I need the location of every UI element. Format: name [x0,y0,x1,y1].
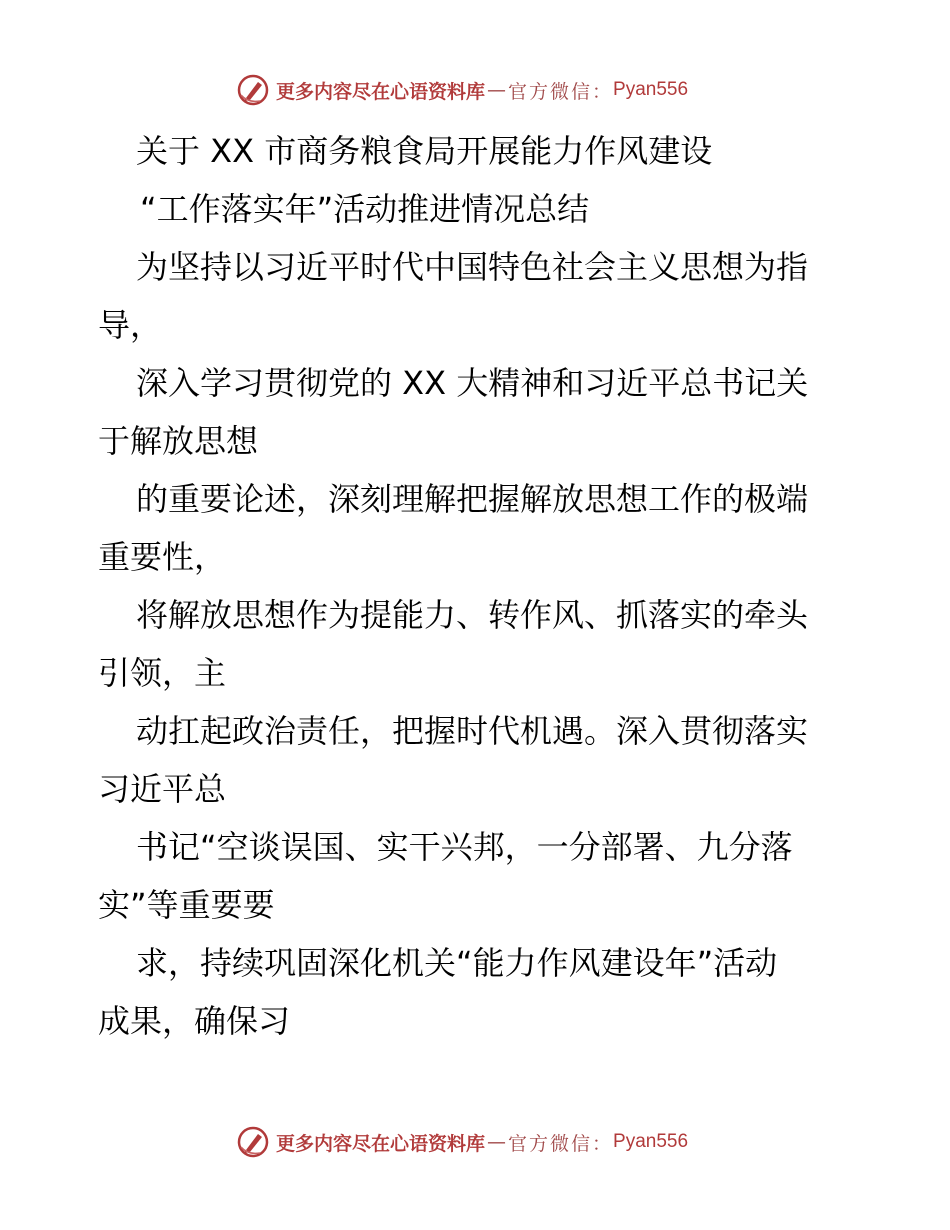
watermark-official: 官方微信： [508,1132,614,1155]
paragraph-line: 的重要论述，深刻理解把握解放思想工作的极端 [136,480,809,518]
watermark-dash: — [487,1131,507,1153]
quill-pen-logo-icon [236,1125,270,1159]
paragraph-line: 求，持续巩固深化机关“能力作风建设年”活动 [136,944,778,982]
watermark-official: 官方微信： [508,80,614,103]
paragraph-line: 书记“空谈误国、实干兴邦，一分部署、九分落 [136,828,793,866]
paragraph-line: 成果，确保习 [98,1002,291,1040]
paragraph-line: 引领，主 [98,654,227,692]
paragraph-line: 动扛起政治责任，把握时代机遇。深入贯彻落实 [136,712,809,750]
watermark-id: Pyan556 [613,79,689,100]
footer-watermark [236,1124,688,1160]
paragraph-line: 重要性， [98,538,227,576]
document-body [98,122,858,1050]
paragraph-line: 深入学习贯彻党的 XX 大精神和习近平总书记关 [136,364,809,402]
watermark-dash: — [487,79,507,101]
paragraph-line: 导， [98,306,163,344]
quill-pen-logo-icon [236,73,270,107]
document-title: 关于 XX 市商务粮食局开展能力作风建设 [136,132,713,170]
paragraph-line: 习近平总 [98,770,227,808]
watermark-brand: 更多内容尽在心语资料库 [276,1132,486,1155]
header-watermark [236,72,688,108]
watermark-id: Pyan556 [613,1131,689,1152]
paragraph-line: 实”等重要要 [98,886,275,924]
document-subtitle: “工作落实年”活动推进情况总结 [140,190,590,228]
paragraph-line: 为坚持以习近平时代中国特色社会主义思想为指 [136,248,809,286]
paragraph-line: 将解放思想作为提能力、转作风、抓落实的牵头 [136,596,809,634]
paragraph-line: 于解放思想 [98,422,259,460]
watermark-brand: 更多内容尽在心语资料库 [276,80,486,103]
